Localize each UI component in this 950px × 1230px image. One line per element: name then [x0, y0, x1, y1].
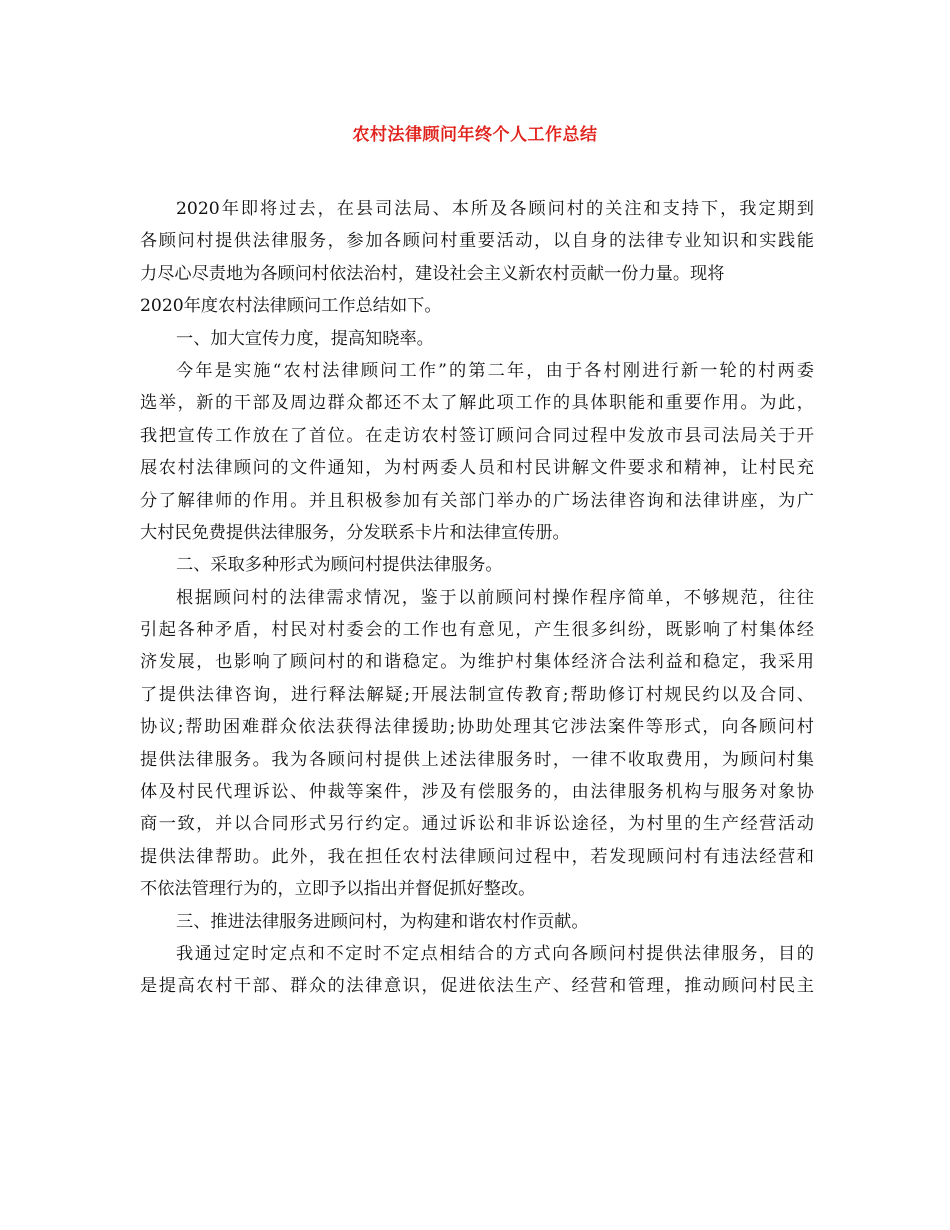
text-line: 不依法管理行为的，立即予以指出并督促抓好整改。 [140, 879, 536, 900]
text-line: 力尽心尽责地为各顾问村依法治村，建设社会主义新农村贡献一份力量。现将 [140, 263, 725, 284]
text-line: 协议;帮助困难群众依法获得法律援助;协助处理其它涉法案件等形式，向各顾问村 [140, 717, 814, 738]
text-line: 选举，新的干部及周边群众都还不太了解此项工作的具体职能和重要作用。为此， [140, 393, 814, 414]
text-line: 展农村法律顾问的文件通知，为村两委人员和村民讲解文件要求和精神，让村民充 [140, 458, 814, 479]
text-line: 体及村民代理诉讼、仲裁等案件，涉及有偿服务的，由法律服务机构与服务对象协 [140, 782, 814, 803]
text-line: 我把宣传工作放在了首位。在走访农村签订顾问合同过程中发放市县司法局关于开 [140, 425, 814, 446]
text-line: 各顾问村提供法律服务，参加各顾问村重要活动，以自身的法律专业知识和实践能 [140, 231, 814, 252]
text-line: 根据顾问村的法律需求情况，鉴于以前顾问村操作程序简单，不够规范，往往 [176, 587, 814, 608]
text-line: 2020年度农村法律顾问工作总结如下。 [140, 296, 442, 317]
text-line: 济发展，也影响了顾问村的和谐稳定。为维护村集体经济合法利益和稳定，我采用 [140, 652, 814, 673]
text-line: 了提供法律咨询，进行释法解疑;开展法制宣传教育;帮助修订村规民约以及合同、 [140, 684, 814, 705]
text-line: 大村民免费提供法律服务，分发联系卡片和法律宣传册。 [140, 522, 570, 543]
text-line: 我通过定时定点和不定时不定点相结合的方式向各顾问村提供法律服务，目的 [176, 943, 814, 964]
text-line: 商一致，并以合同形式另行约定。通过诉讼和非诉讼途径，为村里的生产经营活动 [140, 814, 814, 835]
text-line: 引起各种矛盾，村民对村委会的工作也有意见，产生很多纠纷，既影响了村集体经 [140, 620, 814, 641]
text-line: 提供法律帮助。此外，我在担任农村法律顾问过程中，若发现顾问村有违法经营和 [140, 846, 814, 867]
text-line: 提供法律服务。我为各顾问村提供上述法律服务时，一律不收取费用，为顾问村集 [140, 749, 814, 770]
text-line: 2020年即将过去，在县司法局、本所及各顾问村的关注和支持下，我定期到 [176, 199, 814, 219]
document-title: 农村法律顾问年终个人工作总结 [352, 125, 598, 145]
text-line: 是提高农村干部、群众的法律意识，促进依法生产、经营和管理，推动顾问村民主 [140, 976, 814, 997]
text-line: 一、加大宣传力度，提高知晓率。 [176, 328, 434, 349]
text-line: 分了解律师的作用。并且积极参加有关部门举办的广场法律咨询和法律讲座，为广 [140, 490, 814, 511]
text-line: 三、推进法律服务进顾问村，为构建和谐农村作贡献。 [176, 911, 589, 932]
text-line: 今年是实施“农村法律顾问工作”的第二年，由于各村刚进行新一轮的村两委 [176, 360, 814, 381]
text-line: 二、采取多种形式为顾问村提供法律服务。 [176, 555, 503, 576]
document-body [140, 193, 814, 1003]
